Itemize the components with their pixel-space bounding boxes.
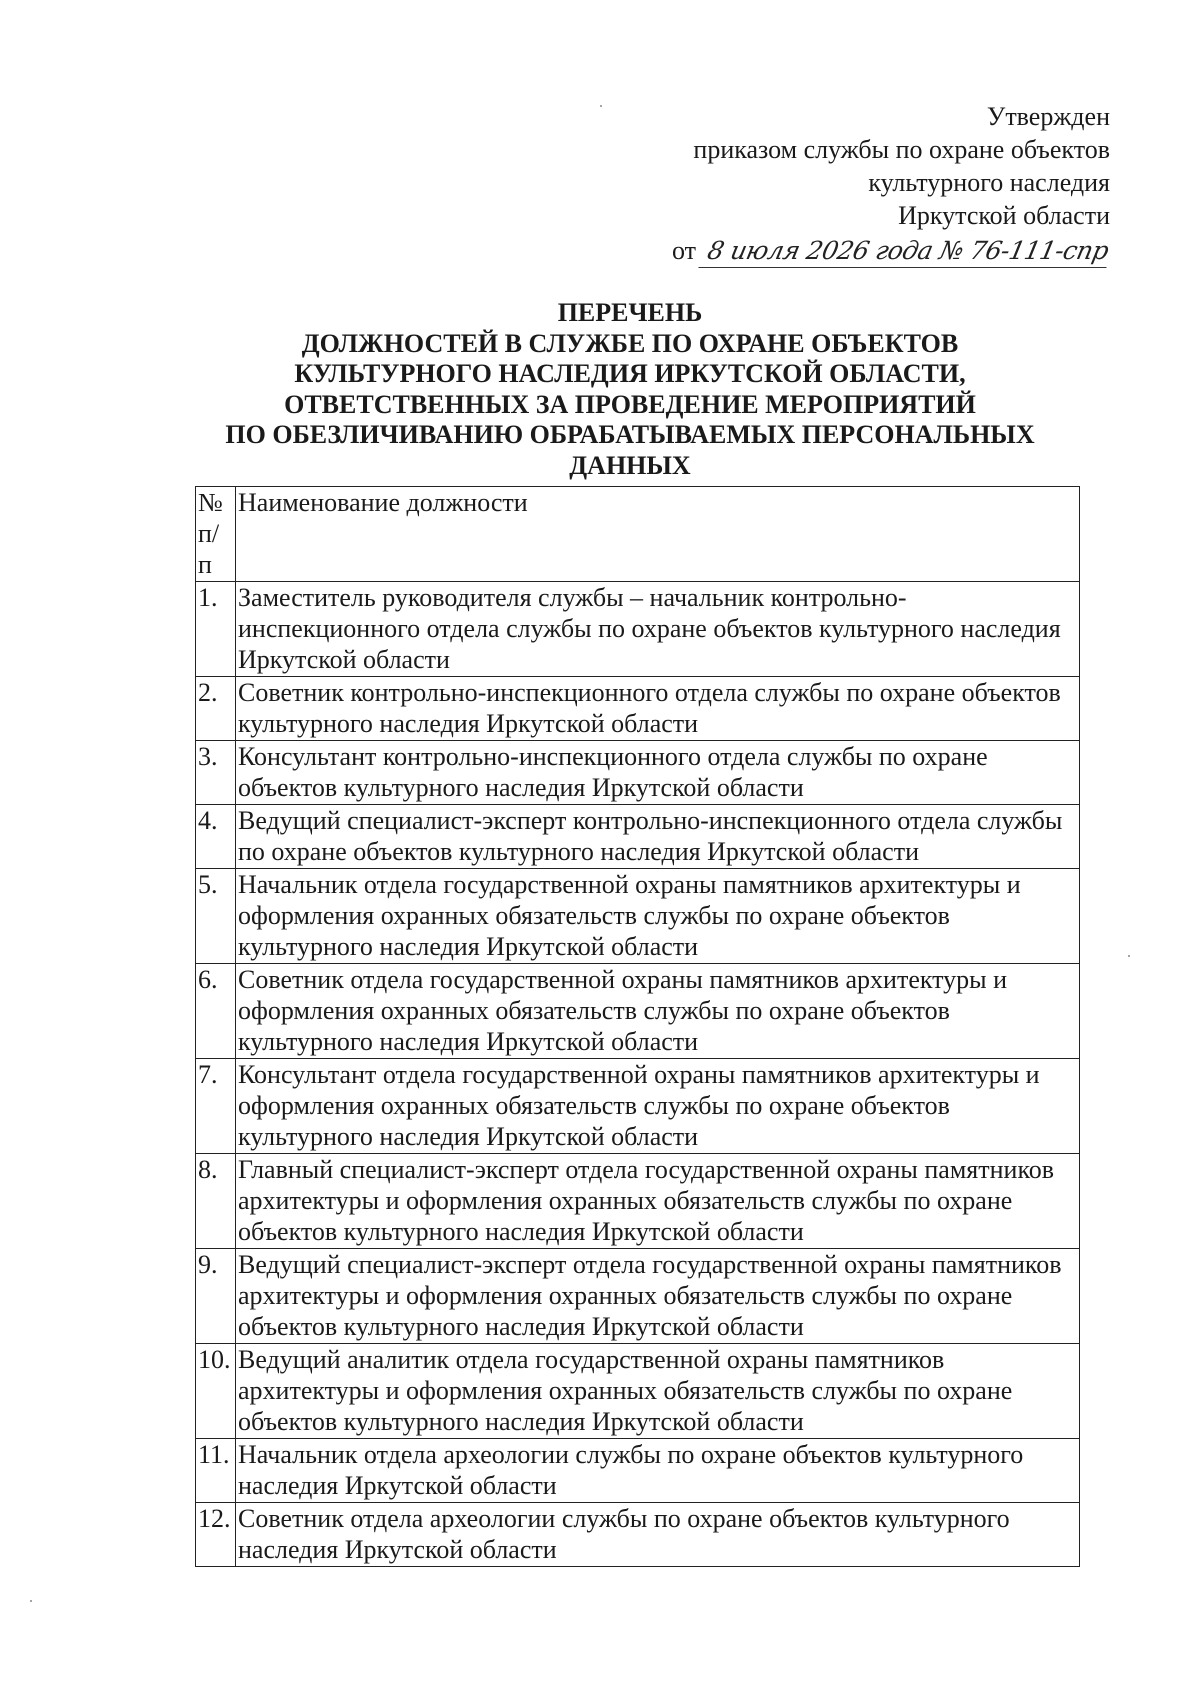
position-name: Советник контрольно-инспекционного отдела службы по охране объектов культурного наследия Иркутской области [236,677,1080,741]
scan-speck [1128,955,1130,957]
approval-from-label: от [672,236,697,265]
position-name: Ведущий специалист-эксперт отдела государственной охраны памятников архитектуры и оформления охранных обязательств службы по охране объектов культурного наследия Иркутской области [236,1249,1080,1344]
table-row [196,1059,1080,1154]
table-row [196,1154,1080,1249]
approval-line-region: Иркутской области [898,201,1110,230]
approval-date-line [590,234,1110,268]
header-position-name: Наименование должности [236,487,1080,582]
title-line-1: ПЕРЕЧЕНЬ [557,298,703,327]
handwritten-date-number: 8 июля 2026 года № 76-111-спр [698,234,1113,268]
approval-line-approved: Утвержден [986,102,1110,131]
row-number: 12. [196,1503,236,1567]
scan-speck [600,105,602,107]
title-line-5: ПО ОБЕЗЛИЧИВАНИЮ ОБРАБАТЫВАЕМЫХ ПЕРСОНАЛЬНЫХ [225,420,1035,449]
table-row [196,869,1080,964]
row-number: 8. [196,1154,236,1249]
table-row [196,1439,1080,1503]
row-number: 6. [196,964,236,1059]
row-number: 11. [196,1439,236,1503]
table-row [196,1249,1080,1344]
positions-table [195,486,1080,1567]
approval-line-order: приказом службы по охране объектов [693,135,1110,164]
scan-speck [30,1600,32,1602]
table-header-row [196,487,1080,582]
title-line-2: ДОЛЖНОСТЕЙ В СЛУЖБЕ ПО ОХРАНЕ ОБЪЕКТОВ [301,328,959,358]
table-row [196,805,1080,869]
title-line-3: КУЛЬТУРНОГО НАСЛЕДИЯ ИРКУТСКОЙ ОБЛАСТИ, [294,359,966,388]
position-name: Советник отдела государственной охраны памятников архитектуры и оформления охранных обязательств службы по охране объектов культурного наследия Иркутской области [236,964,1080,1059]
row-number: 10. [196,1344,236,1439]
table-row [196,964,1080,1059]
table-row [196,1344,1080,1439]
position-name: Консультант отдела государственной охраны памятников архитектуры и оформления охранных обязательств службы по охране объектов культурного наследия Иркутской области [236,1059,1080,1154]
position-name: Заместитель руководителя службы – начальник контрольно-инспекционного отдела службы по охране объектов культурного наследия Иркутской области [236,582,1080,677]
table-row [196,582,1080,677]
row-number: 4. [196,805,236,869]
table-body [196,582,1080,1567]
table-row [196,741,1080,805]
position-name: Начальник отдела археологии службы по охране объектов культурного наследия Иркутской области [236,1439,1080,1503]
position-name: Ведущий специалист-эксперт контрольно-инспекционного отдела службы по охране объектов культурного наследия Иркутской области [236,805,1080,869]
position-name: Главный специалист-эксперт отдела государственной охраны памятников архитектуры и оформления охранных обязательств службы по охране объектов культурного наследия Иркутской области [236,1154,1080,1249]
row-number: 1. [196,582,236,677]
table-row [196,1503,1080,1567]
title-line-6: ДАННЫХ [569,450,691,480]
row-number: 2. [196,677,236,741]
approval-stamp-block [590,100,1110,268]
position-name: Начальник отдела государственной охраны памятников архитектуры и оформления охранных обязательств службы по охране объектов культурного наследия Иркутской области [236,869,1080,964]
row-number: 3. [196,741,236,805]
row-number: 9. [196,1249,236,1344]
position-name: Консультант контрольно-инспекционного отдела службы по охране объектов культурного наследия Иркутской области [236,741,1080,805]
position-name: Советник отдела археологии службы по охране объектов культурного наследия Иркутской области [236,1503,1080,1567]
document-title [180,298,1080,481]
position-name: Ведущий аналитик отдела государственной охраны памятников архитектуры и оформления охранных обязательств службы по охране объектов культурного наследия Иркутской области [236,1344,1080,1439]
row-number: 5. [196,869,236,964]
header-number: № п/п [196,487,236,582]
approval-line-heritage: культурного наследия [868,168,1110,197]
title-line-4: ОТВЕТСТВЕННЫХ ЗА ПРОВЕДЕНИЕ МЕРОПРИЯТИЙ [284,389,976,419]
table-row [196,677,1080,741]
row-number: 7. [196,1059,236,1154]
